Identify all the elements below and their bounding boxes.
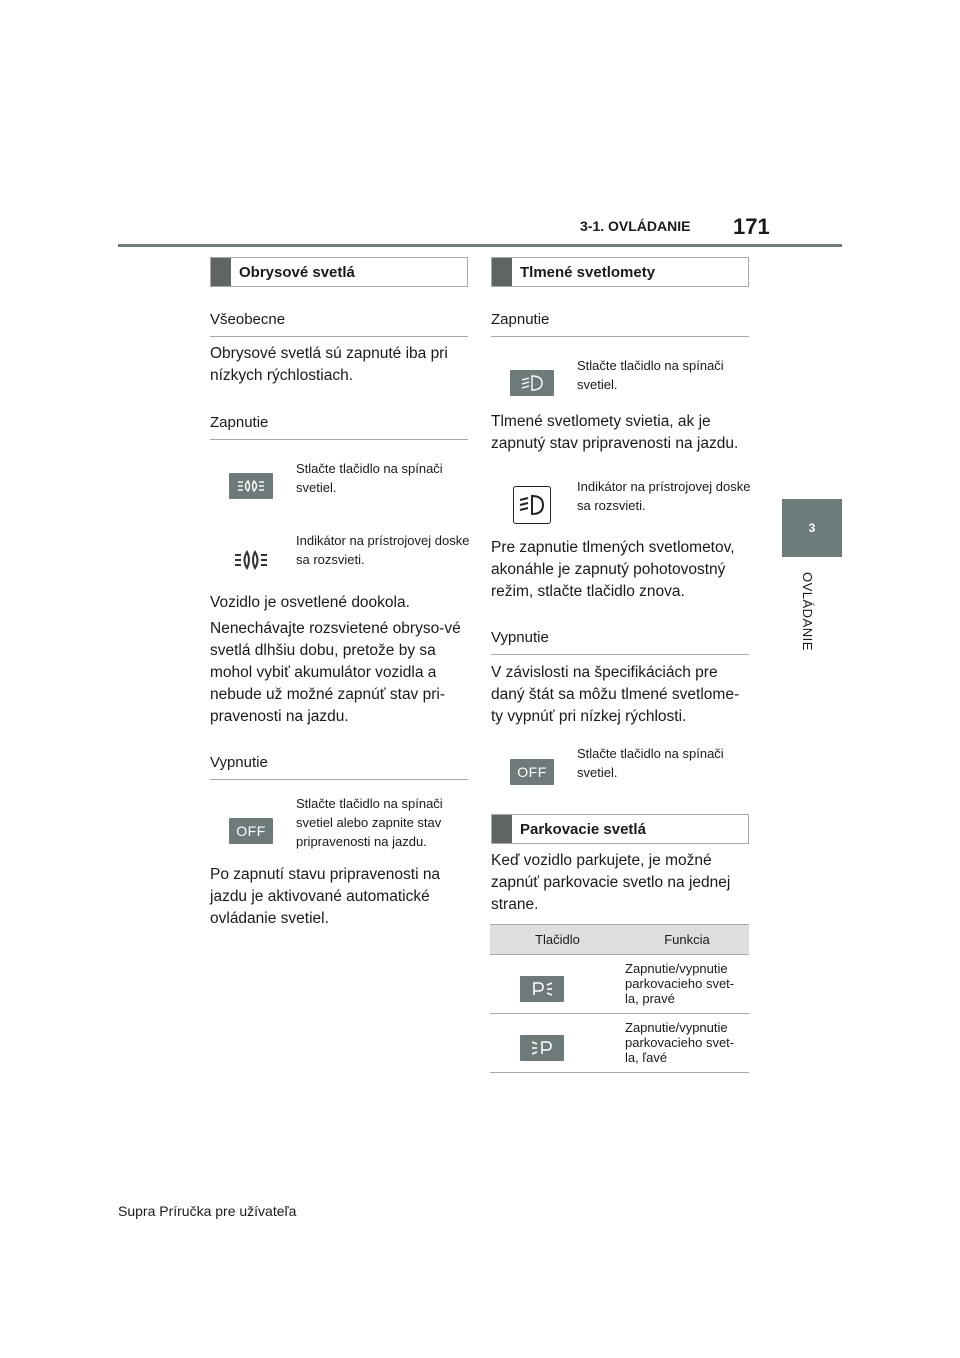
subtitle-low-beam-off: Vypnutie (491, 629, 749, 655)
table-header-function: Funkcia (625, 925, 749, 955)
table-row (490, 955, 749, 1014)
section-title-parking: Parkovacie svetlá (491, 814, 749, 844)
page-number: 171 (733, 214, 770, 239)
parking-light-right-icon (520, 976, 564, 1002)
table-cell-function: Zapnutie/vypnutie parkovacieho svet-la, ľavé (625, 1020, 735, 1065)
on-step-1: Stlačte tlačidlo na spínači svetiel. (296, 461, 443, 495)
subtitle-low-beam-on: Zapnutie (491, 311, 749, 337)
low-beam-off-step: Stlačte tlačidlo na spínači svetiel. (577, 746, 724, 780)
low-beam-on-step-2: Indikátor na prístrojovej doske sa rozsvieti. (577, 479, 751, 513)
section-title-marker (492, 258, 512, 286)
on-text-2: Nenechávajte rozsvietené obryso-vé svetlá dlhšiu dobu, pretože by sa mohol vybiť akumulátor vozidla a nebude už možné zapnúť stav pri-pravenosti na jazdu. (210, 620, 461, 725)
off-text: Po zapnutí stavu pripravenosti na jazdu je aktivované automatické ovládanie svetiel. (210, 866, 441, 927)
general-text: Obrysové svetlá sú zapnuté iba pri nízkych rýchlostiach. (210, 345, 448, 384)
subtitle-general: Všeobecne (210, 311, 468, 337)
subtitle-off: Vypnutie (210, 754, 468, 780)
header-divider (118, 244, 842, 247)
low-beam-button-icon (510, 370, 554, 396)
on-text-1: Vozidlo je osvetlené dookola. (210, 594, 410, 611)
parking-light-left-icon (520, 1035, 564, 1061)
table-cell-function: Zapnutie/vypnutie parkovacieho svet-la, pravé (625, 961, 735, 1006)
low-beam-off-text: V závislosti na špecifikáciách pre daný štát sa môžu tlmené svetlome-ty vypnúť pri nízkej rýchlosti. (491, 664, 740, 725)
low-beam-on-step-1: Stlačte tlačidlo na spínači svetiel. (577, 358, 724, 392)
footer-manual-title: Supra Príručka pre užívateľa (118, 1203, 297, 1219)
off-step: Stlačte tlačidlo na spínači svetiel alebo zapnite stav pripravenosti na jazdu. (296, 796, 443, 849)
table-header-row (490, 925, 749, 955)
low-beam-on-text-2: Pre zapnutie tlmených svetlometov, akonáhle je zapnutý pohotovostný režim, stlačte tlačidlo znova. (491, 539, 735, 600)
side-light-button-icon (229, 473, 273, 499)
section-title-marker (211, 258, 231, 286)
chapter-title: 3-1. OVLÁDANIE (580, 218, 691, 234)
low-beam-indicator-icon (513, 486, 551, 524)
chapter-tab-number: 3 (782, 499, 842, 557)
off-button-icon: OFF (229, 818, 273, 844)
on-step-2: Indikátor na prístrojovej doske sa rozsvieti. (296, 533, 470, 567)
low-beam-off-button-icon: OFF (510, 759, 554, 785)
table-row (490, 1014, 749, 1073)
section-title-low-beam: Tlmené svetlomety (491, 257, 749, 287)
parking-lights-table (490, 924, 749, 1073)
table-header-button: Tlačidlo (490, 925, 625, 955)
chapter-tab-label: OVLÁDANIE (800, 572, 815, 651)
side-light-indicator-icon (233, 549, 269, 576)
section-title-marker (492, 815, 512, 843)
low-beam-on-text-1: Tlmené svetlomety svietia, ak je zapnutý stav pripravenosti na jazdu. (491, 413, 739, 452)
subtitle-on: Zapnutie (210, 414, 468, 440)
parking-text: Keď vozidlo parkujete, je možné zapnúť parkovacie svetlo na jednej strane. (491, 852, 731, 913)
section-title-side-lights: Obrysové svetlá (210, 257, 468, 287)
